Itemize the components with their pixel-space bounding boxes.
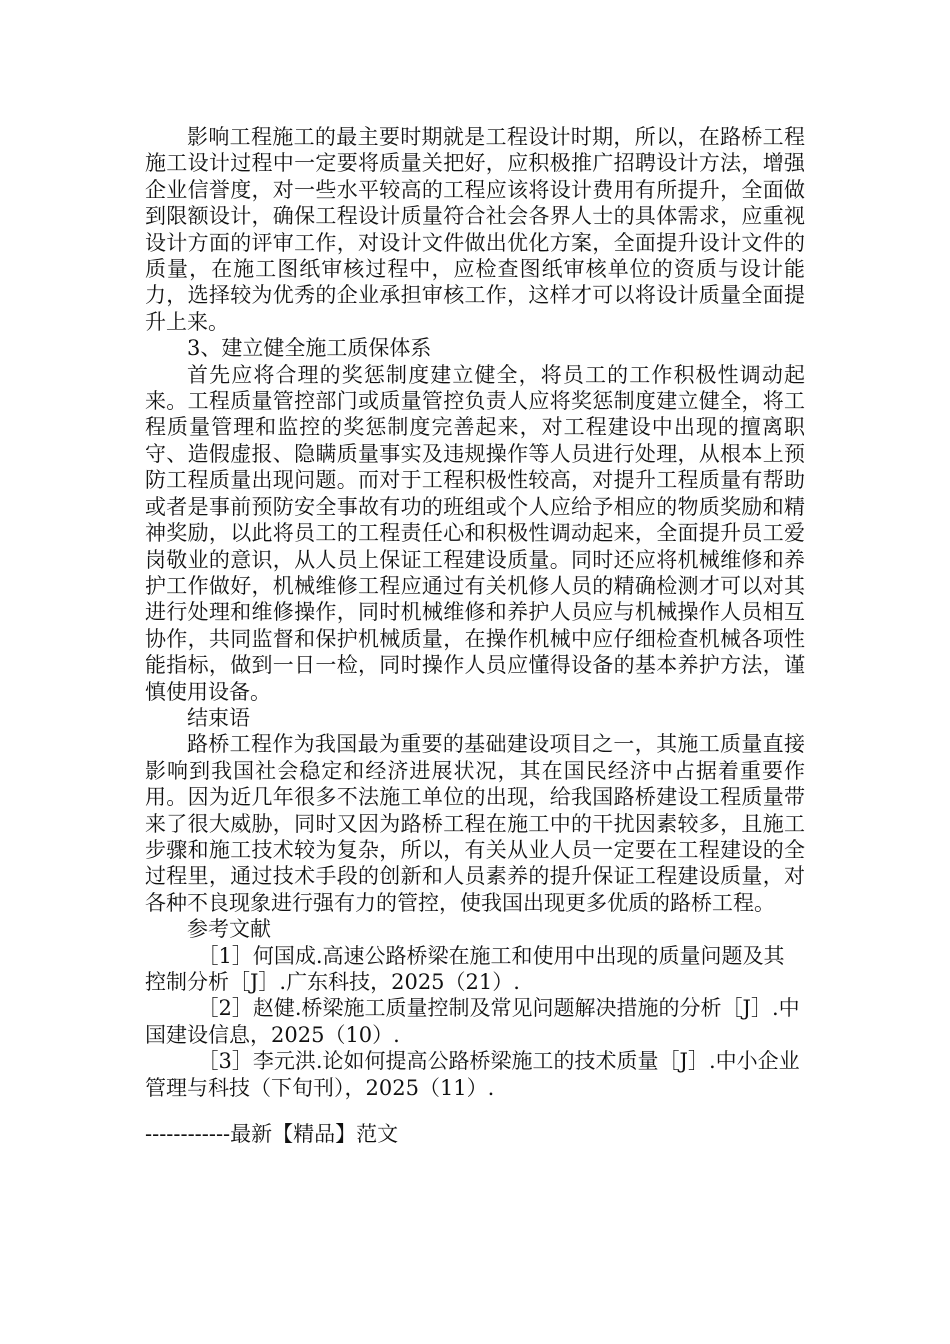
footer-watermark-text: ------------最新【精品】范文 xyxy=(145,1122,399,1146)
conclusion-heading: 结束语 xyxy=(187,705,250,730)
references-heading: 参考文献 xyxy=(187,917,271,942)
paragraph-conclusion: 路桥工程作为我国最为重要的基础建设项目之一，其施工质量直接影响到我国社会稳定和经济进展状况，其在国民经济中占据着重要作用。因为近几年很多不法施工单位的出现，给我国路桥建设工程质量带来了很大威胁，同时又因为路桥工程在施工中的干扰因素较多，且施工步骤和施工技术较为复杂，所以，有关从业人员一定要在工程建设的全过程里，通过技术手段的创新和人员素养的提升保证工程建设质量，对各种不良现象进行强有力的管控，使我国出现更多优质的路桥工程。 xyxy=(145,732,805,915)
section-heading-quality-system: 3、建立健全施工质保体系 xyxy=(187,336,432,361)
document-body xyxy=(145,124,805,1101)
reference-item-1: ［1］何国成.高速公路桥梁在施工和使用中出现的质量问题及其控制分析［J］.广东科技，2025（21）. xyxy=(145,943,785,994)
paragraph-design-stage: 影响工程施工的最主要时期就是工程设计时期，所以，在路桥工程施工设计过程中一定要将质量关把好，应积极推广招聘设计方法，增强企业信誉度，对一些水平较高的工程应该将设计费用有所提升，全面做到限额设计，确保工程设计质量符合社会各界人士的具体需求，应重视设计方面的评审工作，对设计文件做出优化方案，全面提升设计文件的质量，在施工图纸审核过程中，应检查图纸审核单位的资质与设计能力，选择较为优秀的企业承担审核工作，这样才可以将设计质量全面提升上来。 xyxy=(145,125,805,334)
paragraph-reward-system: 首先应将合理的奖惩制度建立健全，将员工的工作积极性调动起来。工程质量管控部门或质量管控负责人应将奖惩制度建立健全，将工程质量管理和监控的奖惩制度完善起来，对工程建设中出现的擅离职守、造假虚报、隐瞒质量事实及违规操作等人员进行处理，从根本上预防工程质量出现问题。而对于工程积极性较高，对提升工程质量有帮助或者是事前预防安全事故有功的班组或个人应给予相应的物质奖励和精神奖励，以此将员工的工程责任心和积极性调动起来，全面提升员工爱岗敬业的意识，从人员上保证工程建设质量。同时还应将机械维修和养护工作做好，机械维修工程应通过有关机修人员的精确检测才可以对其进行处理和维修操作，同时机械维修和养护人员应与机械操作人员相互协作，共同监督和保护机械质量，在操作机械中应仔细检查机械各项性能指标，做到一日一检，同时操作人员应懂得设备的基本养护方法，谨慎使用设备。 xyxy=(145,362,805,704)
reference-item-3: ［3］李元洪.论如何提高公路桥梁施工的技术质量［J］.中小企业管理与科技（下旬刊），2025（11）. xyxy=(145,1049,800,1100)
reference-item-2: ［2］赵健.桥梁施工质量控制及常见问题解决措施的分析［J］.中国建设信息，2025（10）. xyxy=(145,996,800,1047)
